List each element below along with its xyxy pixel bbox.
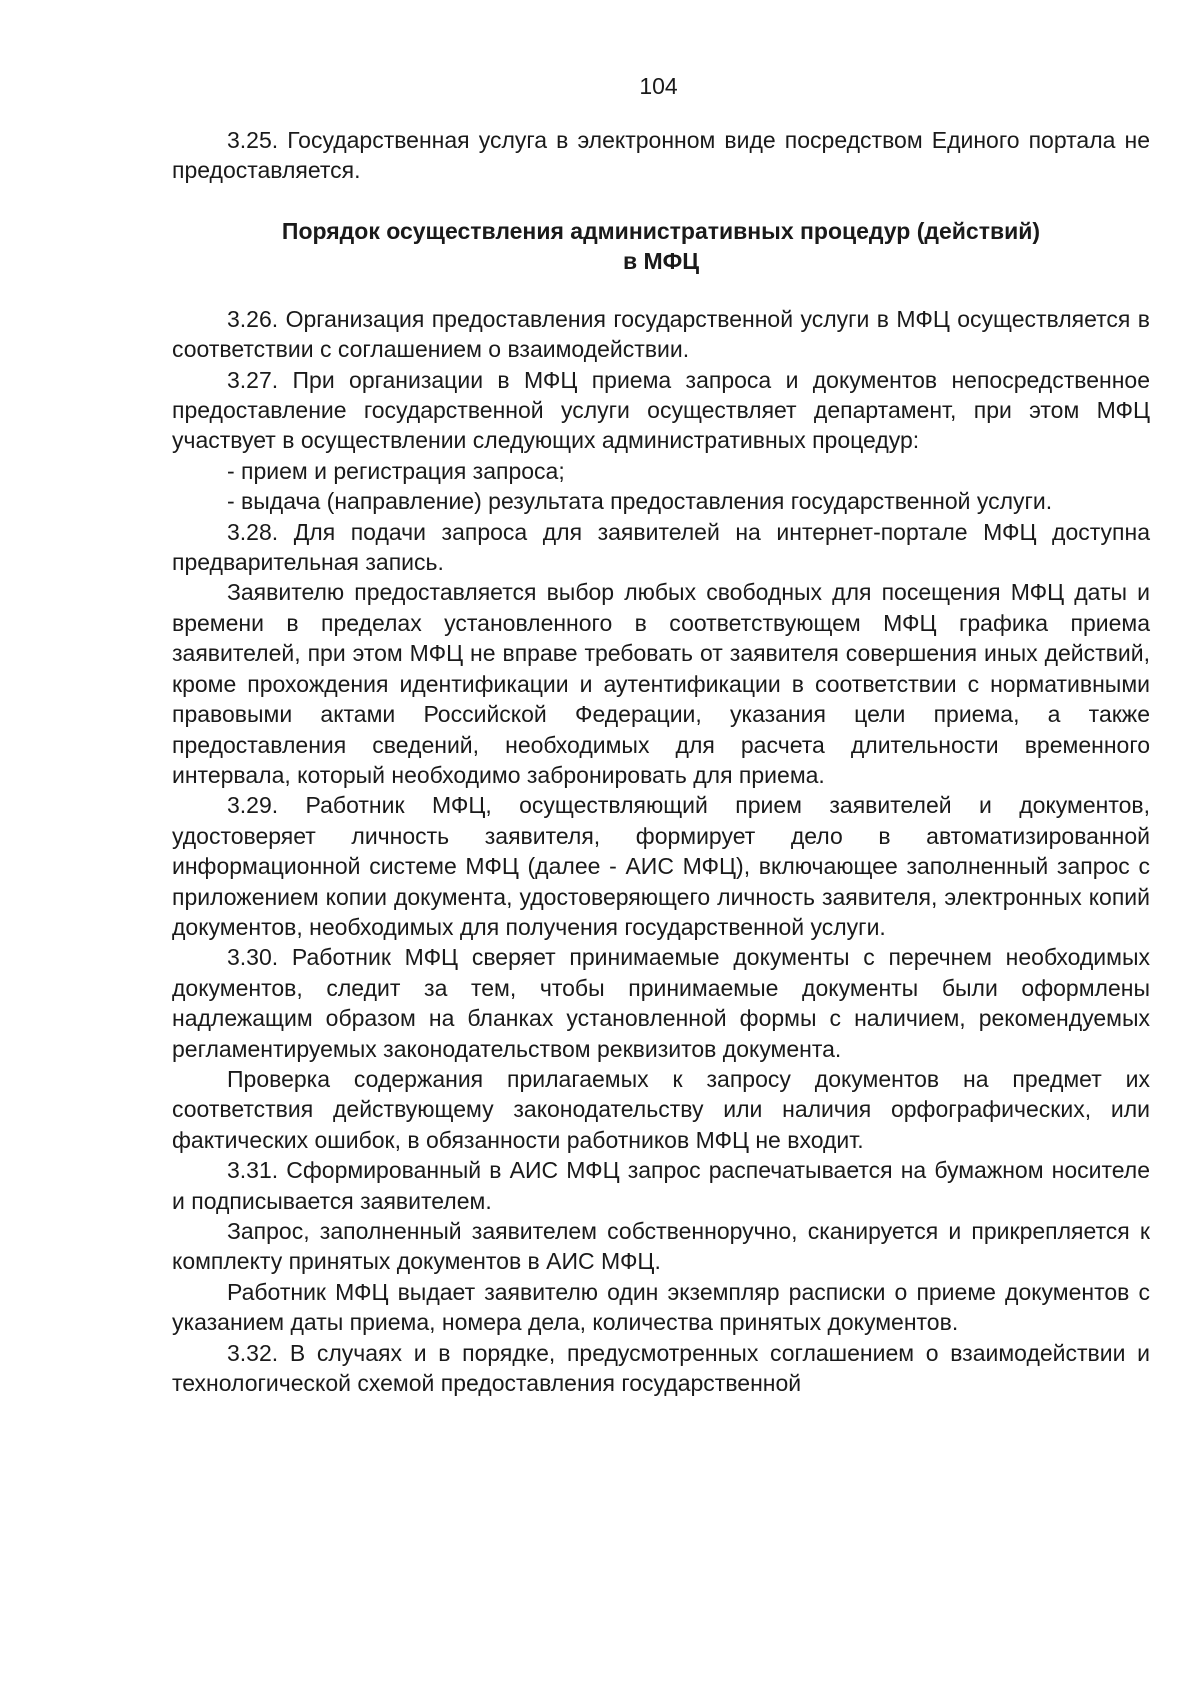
paragraph-3-31: 3.31. Сформированный в АИС МФЦ запрос распечатывается на бумажном носителе и подписывается заявителем. bbox=[172, 1157, 1150, 1214]
paragraph-3-26: 3.26. Организация предоставления государственной услуги в МФЦ осуществляется в соответствии с соглашением о взаимодействии. bbox=[172, 305, 1150, 363]
paragraph-receipt-issue: Работник МФЦ выдает заявителю один экземпляр расписки о приеме документов с указанием даты приема, номера дела, количества принятых документов. bbox=[172, 1278, 1150, 1336]
list-item-receipt: - прием и регистрация запроса; bbox=[227, 457, 565, 484]
paragraph-3-28: 3.28. Для подачи запроса для заявителей на интернет-портале МФЦ доступна предварительная запись. bbox=[172, 518, 1150, 576]
paragraph-3-27: 3.27. При организации в МФЦ приема запроса и документов непосредственное предоставление государственной услуги осуществляет департамент, при этом МФЦ участвует в осуществлении следующих административных процедур: bbox=[172, 366, 1150, 454]
section-heading-line-1: Порядок осуществления административных процедур (действий) bbox=[281, 217, 1041, 244]
paragraph-appointment-choice: Заявителю предоставляется выбор любых свободных для посещения МФЦ даты и времени в пределах установленного в соответствующем МФЦ графика приема заявителей, при этом МФЦ не вправе требовать от заявителя совершения иных действий, кроме прохождения идентификации и аутентификации в соответствии с нормативными правовыми актами Российской Федерации, указания цели приема, а также предоставления сведений, необходимых для расчета длительности временного интервала, который необходимо забронировать для приема. bbox=[172, 579, 1150, 788]
paragraph-3-32: 3.32. В случаях и в порядке, предусмотренных соглашением о взаимодействии и технологической схемой предоставления государственной bbox=[172, 1339, 1150, 1397]
section-heading-line-2: в МФЦ bbox=[622, 247, 700, 274]
page-number: 104 bbox=[639, 73, 678, 99]
paragraph-3-29: 3.29. Работник МФЦ, осуществляющий прием заявителей и документов, удостоверяет личность заявителя, формирует дело в автоматизированной информационной системе МФЦ (далее - АИС МФЦ), включающее заполненный запрос с приложением копии документа, удостоверяющего личность заявителя, электронных копий документов, необходимых для получения государственной услуги. bbox=[172, 792, 1150, 940]
paragraph-document-check: Проверка содержания прилагаемых к запросу документов на предмет их соответствия действующему законодательству или наличия орфографических, или фактических ошибок, в обязанности работников МФЦ не входит. bbox=[172, 1065, 1150, 1153]
paragraph-3-25: 3.25. Государственная услуга в электронном виде посредством Единого портала не предоставляется. bbox=[172, 127, 1150, 184]
paragraph-scan-request: Запрос, заполненный заявителем собственноручно, сканируется и прикрепляется к комплекту принятых документов в АИС МФЦ. bbox=[172, 1218, 1150, 1275]
document-body bbox=[172, 125, 1150, 1398]
section-heading bbox=[172, 216, 1150, 276]
list-item-issuance: - выдача (направление) результата предоставления государственной услуги. bbox=[227, 488, 1053, 515]
paragraph-3-30: 3.30. Работник МФЦ сверяет принимаемые документы с перечнем необходимых документов, следит за тем, чтобы принимаемые документы были оформлены надлежащим образом на бланках установленной формы с наличием, рекомендуемых регламентируемых законодательством реквизитов документа. bbox=[172, 944, 1150, 1062]
